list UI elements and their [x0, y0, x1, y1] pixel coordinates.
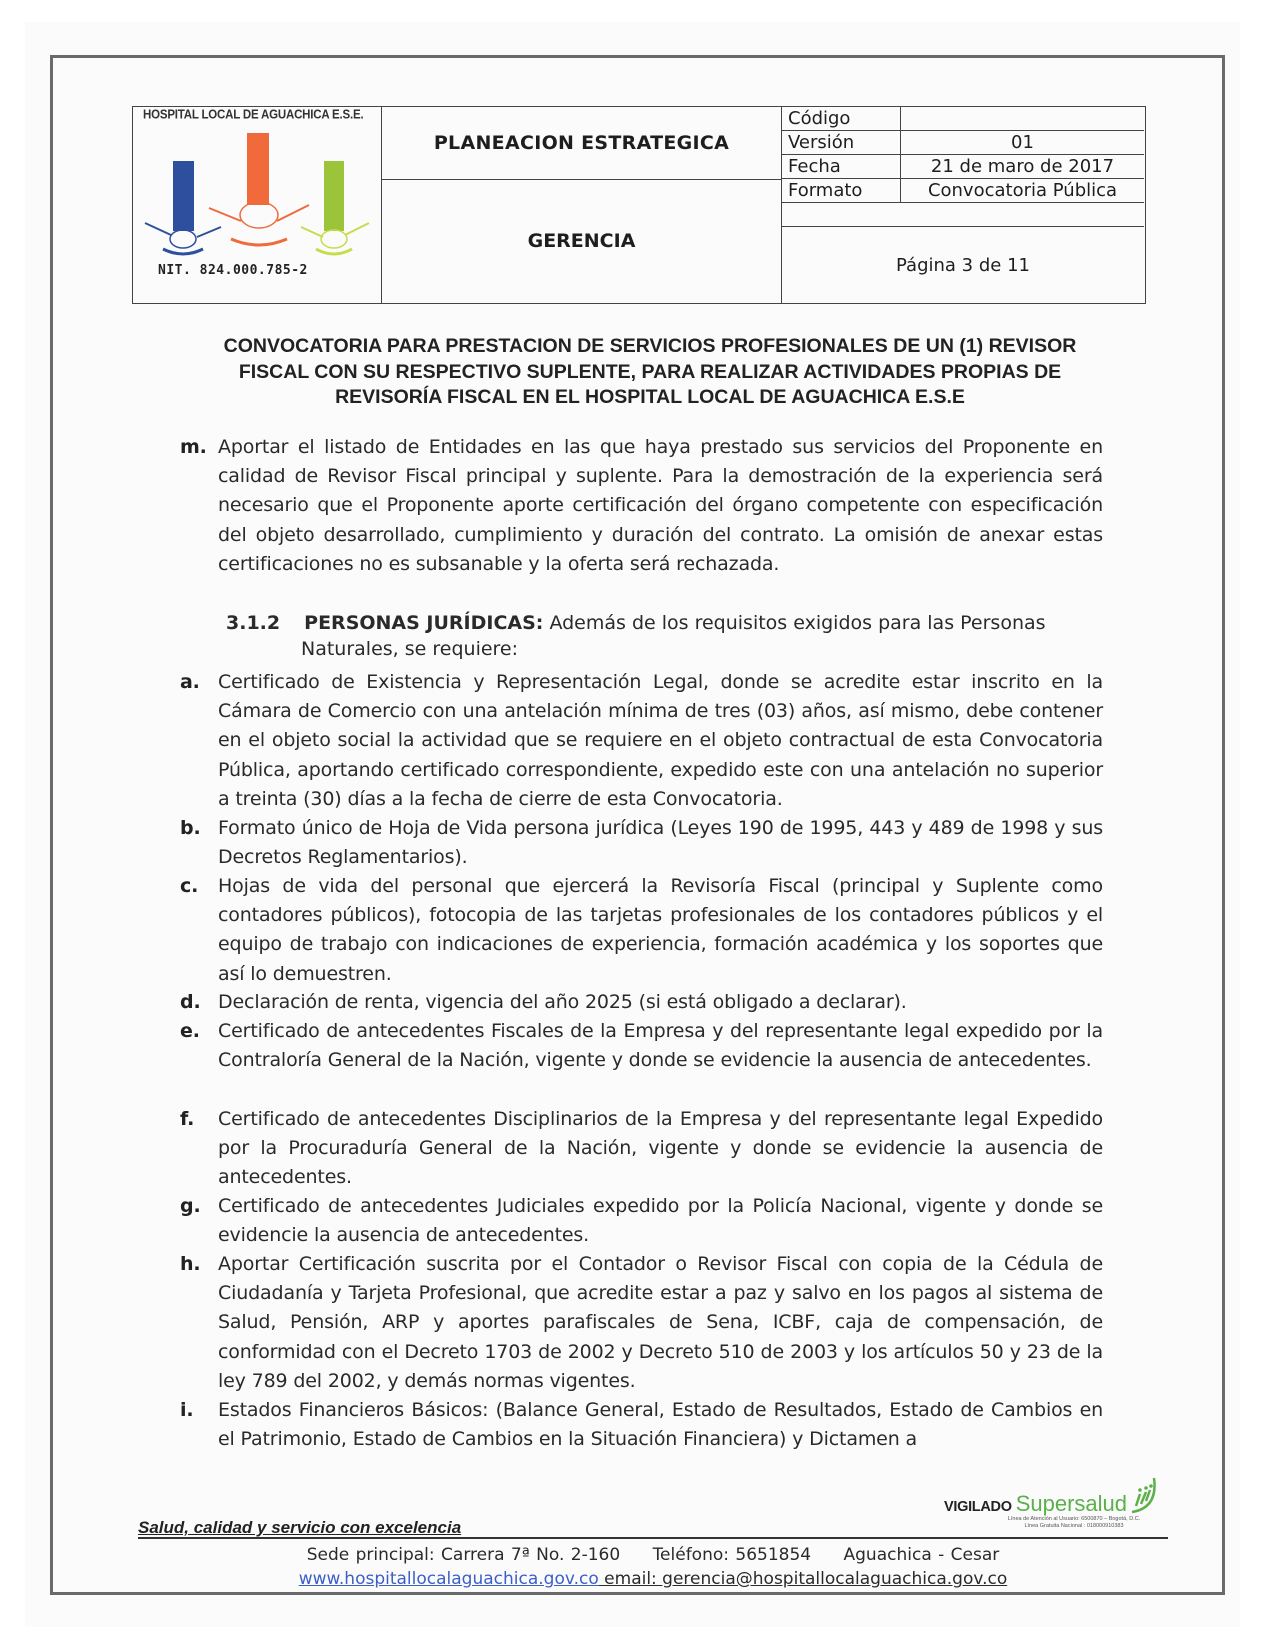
vigilado-label: VIGILADO: [944, 1499, 1012, 1515]
meta-blank-row: [782, 203, 1144, 227]
title-line: FISCAL CON SU RESPECTIVO SUPLENTE, PARA REALIZAR ACTIVIDADES PROPIAS DE: [238, 360, 1062, 383]
hospital-logo-icon: [141, 123, 371, 263]
item-text: Hojas de vida del personal que ejercerá la Revisoría Fiscal (principal y Suplente como contadores públicos), fotocopia de las tarjetas profesionales de los contadores públicos y el equipo de trabajo con indicaciones de experiencia, formación académica y los soportes que así lo demuestren.: [218, 875, 1103, 985]
title-line: REVISORÍA FISCAL EN EL HOSPITAL LOCAL DE AGUACHICA E.S.E: [335, 386, 965, 408]
section-3-1-2: [226, 610, 1103, 662]
list-item-b: [180, 814, 1103, 872]
footer-links: [138, 1569, 1168, 1589]
item-text: Declaración de renta, vigencia del año 2025 (si está obligado a declarar).: [218, 991, 907, 1013]
supersalud-contact: [974, 1516, 1174, 1530]
page-number: Página 3 de 11: [896, 254, 1030, 276]
footer-divider: [138, 1537, 1168, 1539]
document-meta: [782, 107, 1144, 303]
list-item-d: [180, 988, 1103, 1017]
meta-label: Formato: [788, 180, 863, 201]
meta-label: Fecha: [788, 156, 841, 177]
section-heading: PERSONAS JURÍDICAS:: [304, 612, 544, 634]
meta-label: Código: [788, 108, 851, 129]
department-top: PLANEACION ESTRATEGICA: [382, 107, 781, 180]
meta-value: 01: [900, 131, 1144, 154]
section-number: 3.1.2: [226, 612, 281, 634]
supersalud-logo-icon: [1128, 1474, 1162, 1516]
list-item-h: [180, 1250, 1103, 1396]
item-label: h.: [180, 1253, 201, 1275]
logo-cell: [133, 107, 382, 303]
item-text: Certificado de Existencia y Representación Legal, donde se acredite estar inscrito en la Cámara de Comercio con una antelación mínima de tres (03) años, así mismo, debe contener en el objeto social la actividad que se requiere en el objeto contractual de esta Convocatoria Pública, aportando certificado correspondiente, expedido este con una antelación no superior a treinta (30) días a la fecha de cierre de esta Convocatoria.: [218, 671, 1103, 810]
list-item-m: [180, 433, 1103, 579]
website-link[interactable]: www.hospitallocalaguachica.gov.co: [298, 1569, 599, 1589]
list-item-g: [180, 1192, 1103, 1250]
item-text: Certificado de antecedentes Disciplinarios de la Empresa y del representante legal Expedido por la Procuraduría General de la Nación, vigente y donde se evidencie la ausencia de antecedentes.: [218, 1108, 1103, 1189]
item-text: Certificado de antecedentes Fiscales de la Empresa y del representante legal expedido por la Contraloría General de la Nación, vigente y donde se evidencie la ausencia de antecedentes.: [218, 1020, 1103, 1072]
email-link[interactable]: email: gerencia@hospitallocalaguachica.gov.co: [598, 1569, 1008, 1589]
item-label: m.: [180, 436, 207, 458]
item-label: f.: [180, 1108, 195, 1130]
item-label: g.: [180, 1195, 201, 1217]
meta-label: Versión: [788, 132, 855, 153]
item-label: i.: [180, 1399, 194, 1421]
item-text: Formato único de Hoja de Vida persona jurídica (Leyes 190 de 1995, 443 y 489 de 1998 y sus Decretos Reglamentarios).: [218, 817, 1103, 869]
meta-value: [900, 107, 1144, 130]
footer-address: [138, 1545, 1168, 1565]
address-text: Sede principal: Carrera 7ª No. 2-160: [306, 1545, 621, 1565]
meta-value: Convocatoria Pública: [900, 179, 1144, 202]
document-title: [150, 334, 1150, 411]
supersalud-line: Línea Gratuita Nacional : 018000910383: [1024, 1523, 1124, 1529]
item-text: Aportar el listado de Entidades en las que haya prestado sus servicios del Proponente en calidad de Revisor Fiscal principal y suplente. Para la demostración de la experiencia será necesario que el Proponente aporte certificación del órgano competente con especificación del objeto desarrollado, cumplimiento y duración del contrato. La omisión de anexar estas certificaciones no es subsanable y la oferta será rechazada.: [218, 436, 1103, 575]
item-label: b.: [180, 817, 201, 839]
meta-row-formato: [782, 179, 1144, 203]
item-text: Aportar Certificación suscrita por el Contador o Revisor Fiscal con copia de la Cédula de Ciudadanía y Tarjeta Profesional, que acredite estar a paz y salvo en los pagos al sistema de Salud, Pensión, ARP y aportes parafiscales de Sena, ICBF, caja de compensación, de conformidad con el Decreto 1703 de 2002 y Decreto 510 de 2003 y los artículos 50 y 23 de la ley 789 del 2002, y demás normas vigentes.: [218, 1253, 1103, 1392]
phone-text: Teléfono: 5651854: [652, 1545, 812, 1565]
department-bottom: GERENCIA: [527, 230, 636, 252]
document-header-table: [132, 106, 1146, 304]
item-label: c.: [180, 875, 199, 897]
list-item-c: [180, 872, 1103, 989]
list-item-e: [180, 1017, 1103, 1075]
list-item-i: [180, 1396, 1103, 1454]
section-intro-cont: Naturales, se requiere:: [301, 638, 519, 660]
footer-slogan: Salud, calidad y servicio con excelencia: [138, 1518, 462, 1537]
supersalud-label: Supersalud: [1015, 1491, 1127, 1516]
meta-row-version: [782, 131, 1144, 155]
meta-value: 21 de maro de 2017: [900, 155, 1144, 178]
hospital-name: HOSPITAL LOCAL DE AGUACHICA E.S.E.: [143, 108, 364, 122]
meta-row-fecha: [782, 155, 1144, 179]
nit-number: NIT. 824.000.785-2: [158, 263, 308, 278]
meta-row-codigo: [782, 107, 1144, 131]
item-label: e.: [180, 1020, 200, 1042]
item-label: d.: [180, 991, 201, 1013]
item-text: Estados Financieros Básicos: (Balance General, Estado de Resultados, Estado de Cambios en el Patrimonio, Estado de Cambios en la Situación Financiera) y Dictamen a: [218, 1399, 1103, 1451]
title-line: CONVOCATORIA PARA PRESTACION DE SERVICIOS PROFESIONALES DE UN (1) REVISOR: [223, 335, 1077, 357]
list-item-f: [180, 1105, 1103, 1193]
vigilado-supersalud: [944, 1491, 1141, 1529]
list-item-a: [180, 668, 1103, 814]
supersalud-line: Línea de Atención al Usuario: 6500870 – Bogotá, D.C.: [1007, 1516, 1141, 1522]
item-label: a.: [180, 671, 200, 693]
section-intro: Además de los requisitos exigidos para las Personas: [549, 612, 1046, 634]
department-cell: [382, 107, 782, 303]
city-text: Aguachica - Cesar: [843, 1545, 1000, 1565]
item-text: Certificado de antecedentes Judiciales expedido por la Policía Nacional, vigente y donde se evidencie la ausencia de antecedentes.: [218, 1195, 1103, 1247]
